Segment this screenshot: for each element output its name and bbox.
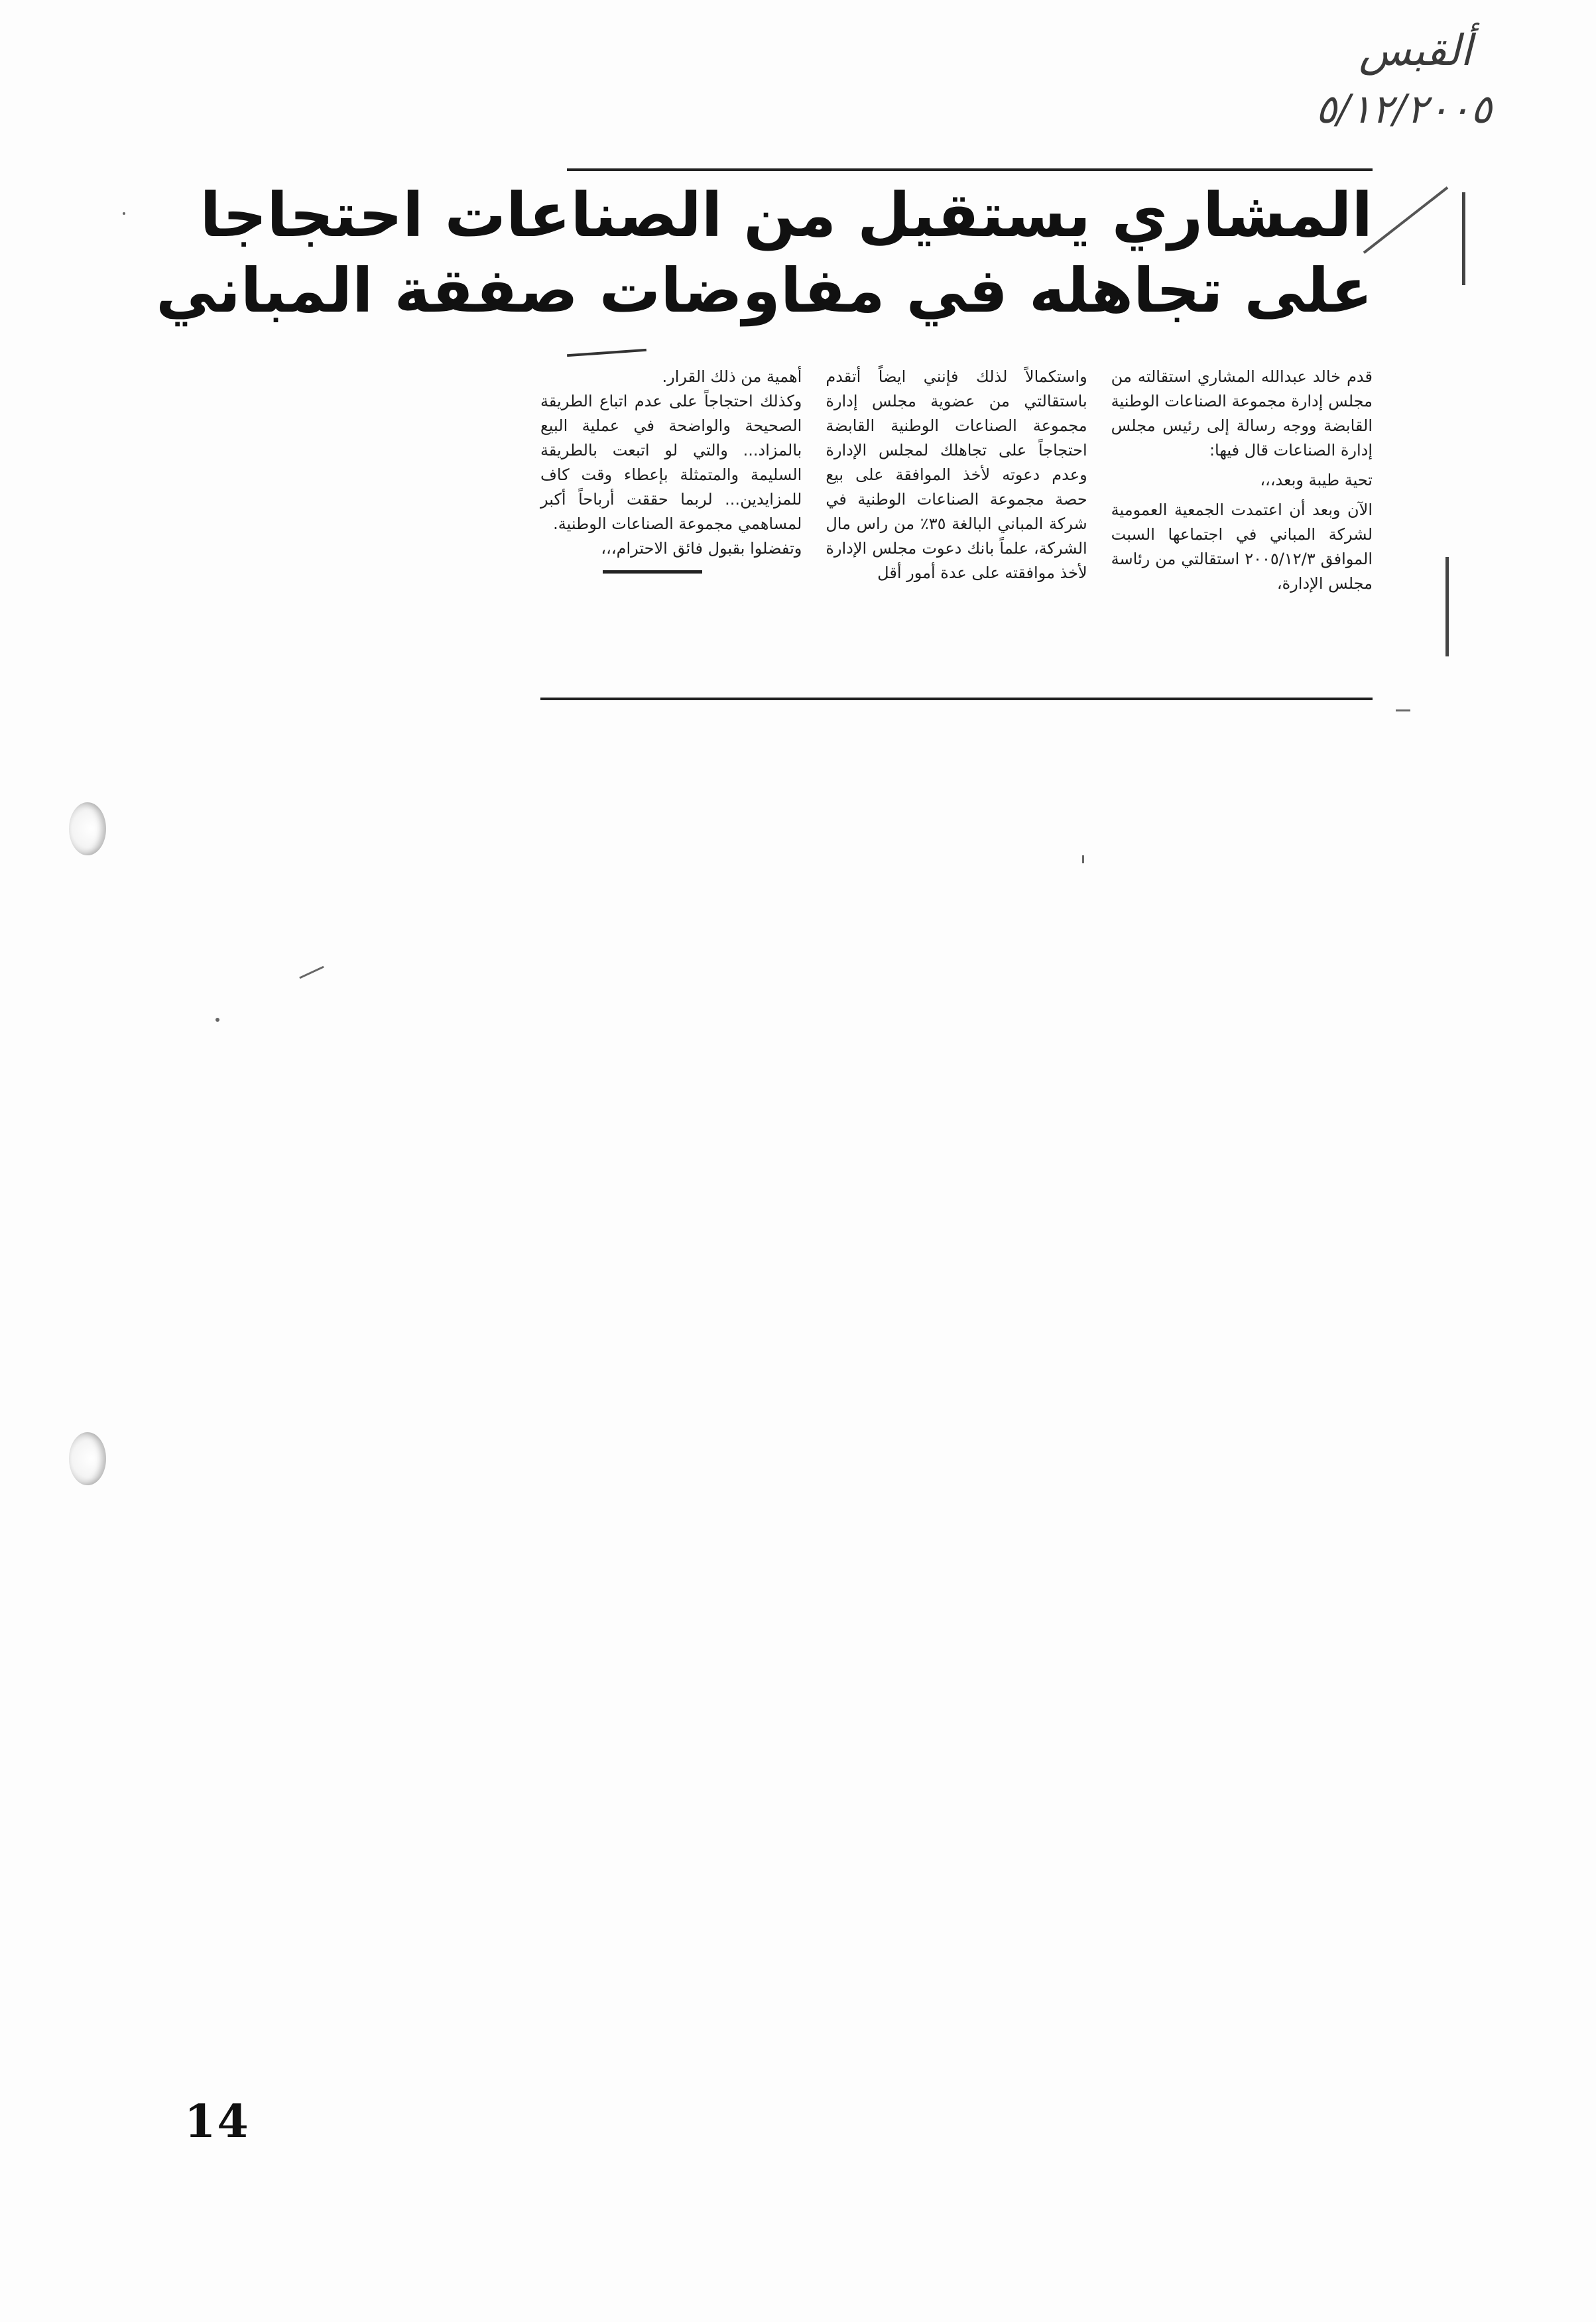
pen-margin-mark xyxy=(1462,192,1465,285)
headline-line-1: المشاري يستقيل من الصناعات احتجاجا xyxy=(200,180,1373,251)
punch-hole xyxy=(69,1432,106,1485)
article-end-mark xyxy=(603,570,702,574)
headline-line-2: على تجاهله في مفاوضات صفقة المباني xyxy=(156,255,1373,327)
paragraph: الآن وبعد أن اعتمدت الجمعية العمومية لشركة المباني في اجتماعها السبت الموافق ٢٠٠٥/١٢/٣ استقالتي من رئاسة مجلس الإدارة، xyxy=(1111,501,1373,593)
pen-underline xyxy=(567,349,646,357)
paragraph: وكذلك احتجاجاً على عدم اتباع الطريقة الصحيحة والواضحة في عملية البيع بالمزاد... والتي لو اتبعت بالطريقة السليمة والمتمثلة بإعطاء وقت كاف للمزايدين... لربما حققت أرباحاً أكبر لمساهمي مجموعة الصناعات الوطنية. xyxy=(540,392,802,533)
article-column-1 xyxy=(1111,365,1373,696)
handwritten-annotation xyxy=(1207,27,1499,153)
bottom-rule xyxy=(540,698,1373,700)
punch-hole xyxy=(69,802,106,855)
pen-slash-mark xyxy=(1363,186,1449,254)
page-number: 14 xyxy=(184,2095,250,2148)
handwritten-date: ٥/١٢/٢٠٠٥ xyxy=(1315,86,1492,133)
scan-speck xyxy=(1396,709,1410,711)
article-column-3 xyxy=(540,365,802,696)
paragraph: وتفضلوا بقبول فائق الاحترام،،، xyxy=(601,539,802,558)
scan-speck xyxy=(299,966,324,979)
scan-speck xyxy=(1082,855,1084,863)
paragraph: واستكمالاً لذلك فإنني ايضاً أتقدم باستقالتي من عضوية مجلس إدارة مجموعة الصناعات الوطنية القابضة احتجاجاً على تجاهلك لمجلس الإدارة وعدم دعوته لأخذ الموافقة على بيع حصة مجموعة الصناعات الوطنية في شركة المباني البالغة ٣٥٪ من راس مال الشركة، علماً بانك دعوت مجلس الإدارة لأخذ موافقته على عدة أمور أقل xyxy=(826,367,1087,582)
article-body xyxy=(540,365,1373,696)
pen-margin-mark xyxy=(1445,557,1449,656)
top-rule xyxy=(567,168,1373,171)
article-headline xyxy=(156,179,1373,328)
paragraph: تحية طيبة وبعد،،، xyxy=(1260,471,1373,489)
article-column-2 xyxy=(826,365,1087,696)
scan-speck xyxy=(215,1018,219,1022)
handwritten-source: ألقبس xyxy=(1359,27,1472,76)
newspaper-clipping xyxy=(156,166,1373,706)
scan-speck xyxy=(123,212,125,215)
paragraph: أهمية من ذلك القرار. xyxy=(662,367,802,386)
paragraph: قدم خالد عبدالله المشاري استقالته من مجلس إدارة مجموعة الصناعات الوطنية القابضة ووجه رسالة إلى رئيس مجلس إدارة الصناعات قال فيها: xyxy=(1111,367,1373,459)
